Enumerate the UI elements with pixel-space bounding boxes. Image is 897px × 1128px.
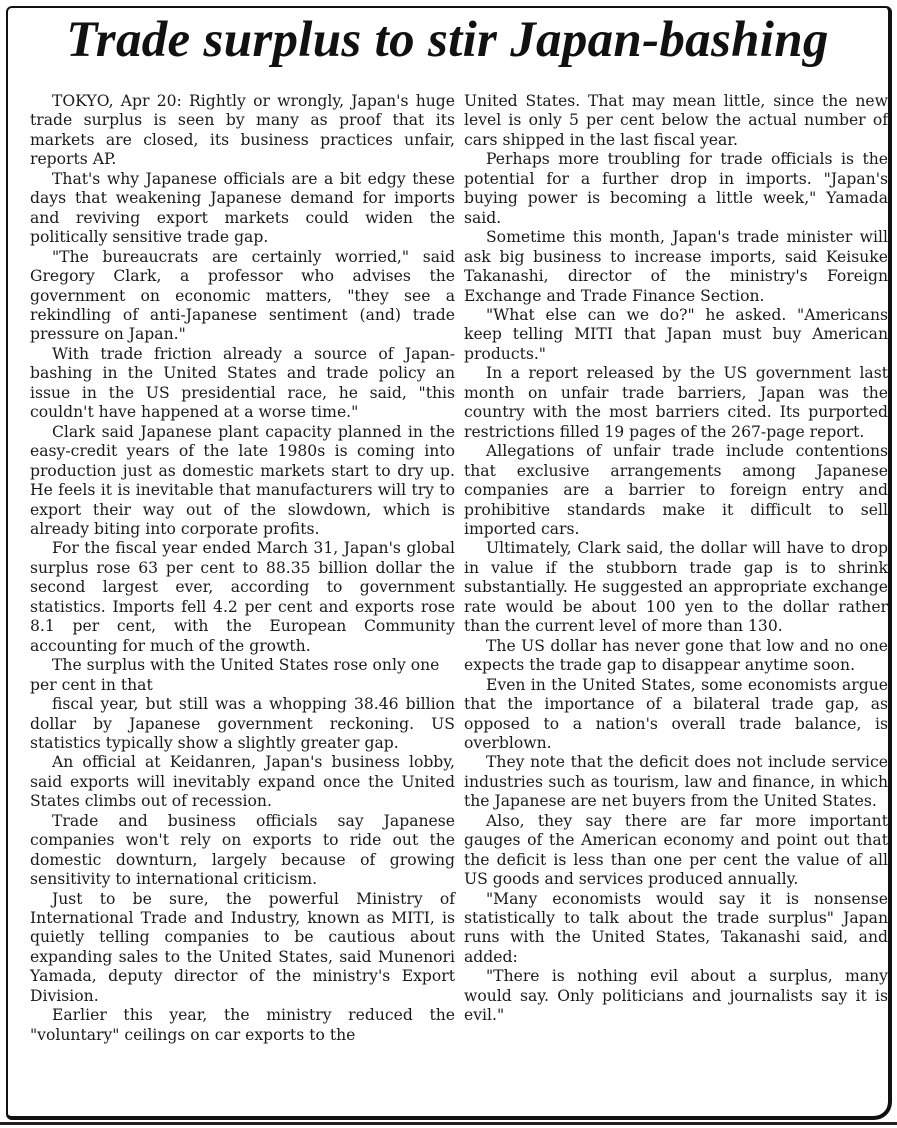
paragraph: United States. That may mean little, since the new level is only 5 per cent below the actual number of cars shipped in the last fiscal year.	[464, 92, 888, 149]
paragraph: fiscal year, but still was a whopping 38.46 billion dollar by Japanese government reckoning. US statistics typically show a slightly greater gap.	[30, 695, 455, 752]
paragraph: "Many economists would say it is nonsense statistically to talk about the trade surplus" Japan runs with the United States, Takanashi said, and added:	[464, 889, 888, 966]
paragraph: They note that the deficit does not include service industries such as tourism, law and finance, in which the Japanese are net buyers from the United States.	[464, 753, 888, 811]
paragraph: Clark said Japanese plant capacity planned in the easy-credit years of the late 1980s is coming into production just as domestic markets start to dry up. He feels it is inevitable that manufacturers will try to export their way out of the slowdown, which is already biting into corporate profits.	[30, 422, 455, 538]
paragraph: That's why Japanese officials are a bit edgy these days that weakening Japanese demand for imports and reviving export markets could widen the politically sensitive trade gap.	[30, 169, 455, 247]
paragraph: "The bureaucrats are certainly worried," said Gregory Clark, a professor who advises the government on economic matters, "they see a rekindling of anti-Japanese sentiment (and) trade pressure on Japan."	[30, 247, 455, 344]
article-column-right	[464, 92, 888, 1026]
paragraph: "There is nothing evil about a surplus, many would say. Only politicians and journalists say it is evil."	[464, 967, 888, 1025]
paragraph: The surplus with the United States rose only one per cent in that	[30, 656, 440, 694]
paragraph: An official at Keidanren, Japan's business lobby, said exports will inevitably expand once the United States climbs out of recession.	[30, 753, 455, 811]
paragraph: The US dollar has never gone that low and no one expects the trade gap to disappear anytime soon.	[464, 636, 888, 675]
bottom-rule	[0, 1122, 897, 1125]
paragraph: Allegations of unfair trade include contentions that exclusive arrangements among Japanese companies are a barrier to foreign entry and prohibitive standards make it difficult to sell imported cars.	[464, 442, 888, 538]
paragraph: Trade and business officials say Japanese companies won't rely on exports to ride out the domestic downturn, largely because of growing sensitivity to international criticism.	[30, 811, 455, 889]
paragraph: Ultimately, Clark said, the dollar will have to drop in value if the stubborn trade gap is to shrink substantially. He suggested an appropriate exchange rate would be about 100 yen to the dollar rather than the current level of more than 130.	[464, 539, 888, 636]
paragraph: Also, they say there are far more important gauges of the American economy and point out that the deficit is less than one per cent the value of all US goods and services produced annually.	[464, 811, 888, 889]
headline: Trade surplus to stir Japan-bashing	[66, 12, 829, 68]
article-column-left	[30, 92, 455, 1045]
paragraph: For the fiscal year ended March 31, Japan's global surplus rose 63 per cent to 88.35 billion dollar the second largest ever, according to government statistics. Imports fell 4.2 per cent and exports rose 8.1 per cent, with the European Community accounting for much of the growth.	[30, 539, 455, 655]
paragraph: Earlier this year, the ministry reduced the "voluntary" ceilings on car exports to the	[30, 1006, 455, 1044]
paragraph: TOKYO, Apr 20: Rightly or wrongly, Japan's huge trade surplus is seen by many as proof that its markets are closed, its business practices unfair, reports AP.	[30, 92, 455, 169]
paragraph: In a report released by the US government last month on unfair trade barriers, Japan was the country with the most barriers cited. Its purported restrictions filled 19 pages of the 267-page report.	[464, 364, 888, 441]
paragraph: Sometime this month, Japan's trade minister will ask big business to increase imports, said Keisuke Takanashi, director of the ministry's Foreign Exchange and Trade Finance Section.	[464, 228, 888, 305]
paragraph: Even in the United States, some economists argue that the importance of a bilateral trade gap, as opposed to a nation's overall trade balance, is overblown.	[464, 675, 888, 752]
paragraph: With trade friction already a source of Japan-bashing in the United States and trade policy an issue in the US presidential race, he said, "this couldn't have happened at a worse time."	[30, 344, 455, 422]
paragraph: Just to be sure, the powerful Ministry of International Trade and Industry, known as MITI, is quietly telling companies to be cautious about expanding sales to the United States, said Munenori Yamada, deputy director of the ministry's Export Division.	[30, 889, 455, 1005]
paragraph: Perhaps more troubling for trade officials is the potential for a further drop in imports. "Japan's buying power is becoming a little week," Yamada said.	[464, 150, 888, 227]
paragraph: "What else can we do?" he asked. "Americans keep telling MITI that Japan must buy American products."	[464, 305, 888, 363]
